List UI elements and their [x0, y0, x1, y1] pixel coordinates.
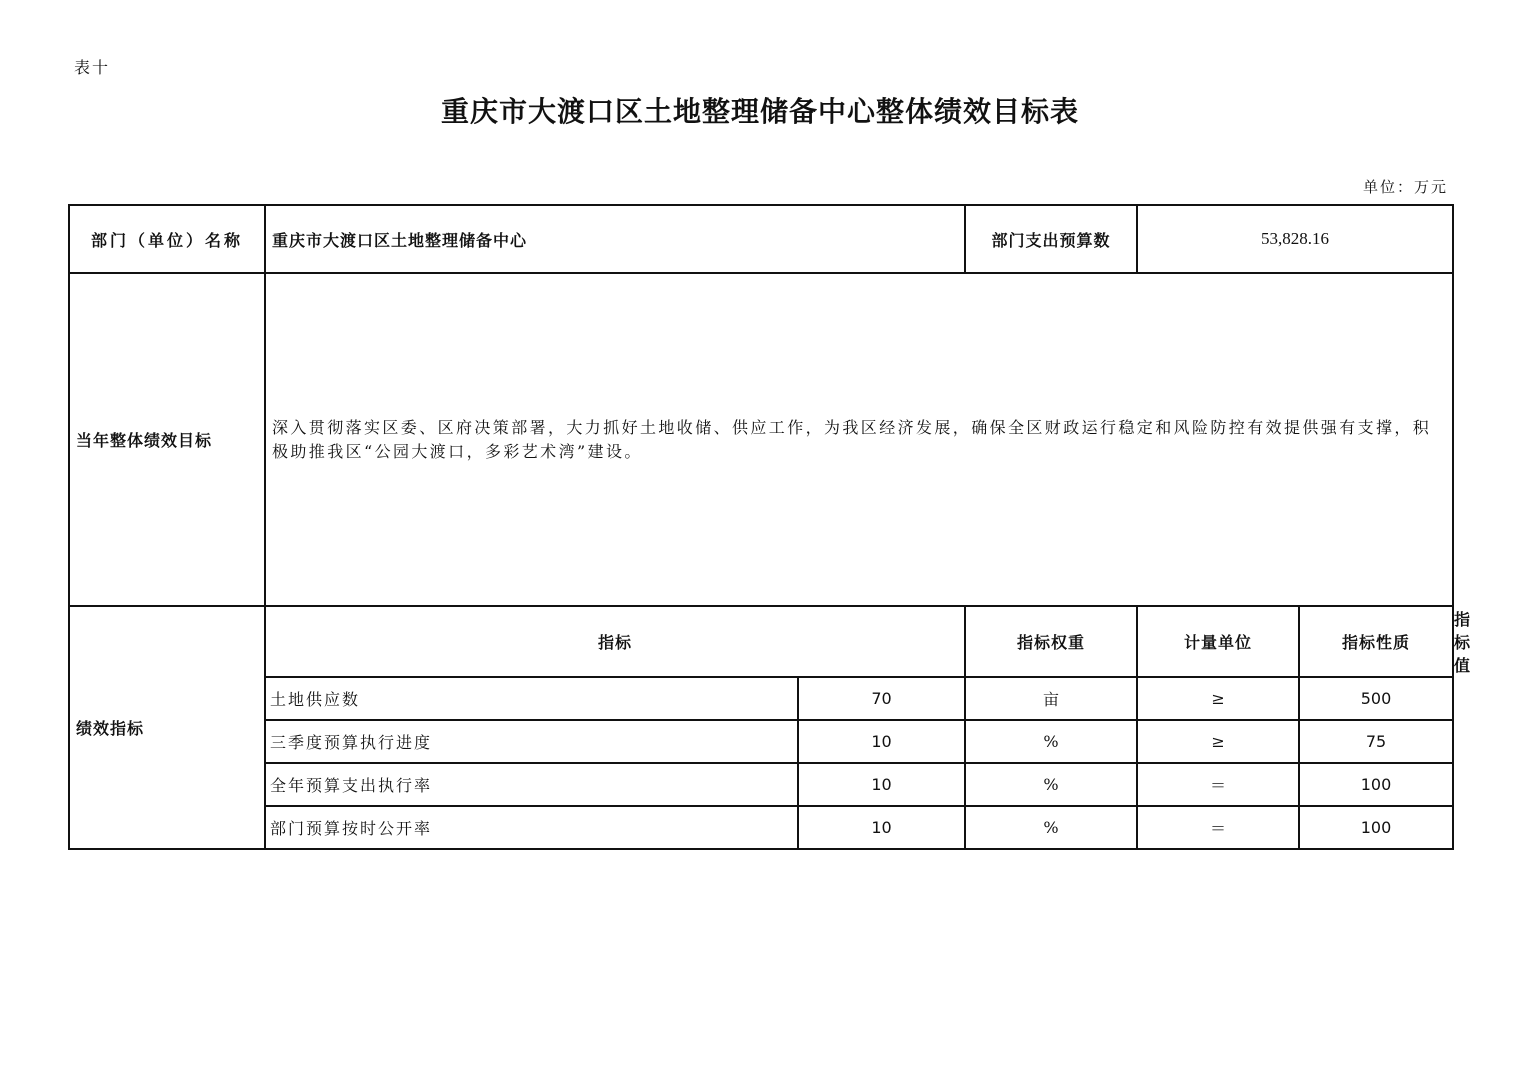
indicator-nature: ＝ — [1137, 763, 1299, 806]
indicator-nature: ＝ — [1137, 806, 1299, 849]
indicator-weight: 10 — [798, 763, 965, 806]
header-indicator: 指标 — [265, 606, 965, 677]
indicator-value: 500 — [1299, 677, 1453, 720]
indicator-unit: % — [965, 806, 1137, 849]
header-unit: 计量单位 — [1137, 606, 1299, 677]
indicator-value: 75 — [1299, 720, 1453, 763]
table-row — [69, 677, 1453, 720]
budget-value: 53,828.16 — [1137, 205, 1453, 273]
budget-label: 部门支出预算数 — [965, 205, 1137, 273]
indicator-value: 100 — [1299, 806, 1453, 849]
indicator-unit: % — [965, 720, 1137, 763]
indicator-nature: ≥ — [1137, 720, 1299, 763]
unit-note: 单位：万元 — [1362, 178, 1448, 196]
indicator-name: 三季度预算执行进度 — [265, 720, 798, 763]
indicator-header-row: 绩效指标 指标 指标权重 计量单位 指标性质 指标值 — [69, 606, 1453, 677]
annual-goal-text: 深入贯彻落实区委、区府决策部署，大力抓好土地收储、供应工作，为我区经济发展，确保全区财政运行稳定和风险防控有效提供强有支撑，积极助推我区“公园大渡口，多彩艺术湾”建设。 — [265, 273, 1453, 606]
indicator-name: 部门预算按时公开率 — [265, 806, 798, 849]
indicators-label: 绩效指标 — [69, 606, 265, 849]
header-nature: 指标性质 — [1299, 606, 1453, 677]
indicator-unit: % — [965, 763, 1137, 806]
indicator-unit: 亩 — [965, 677, 1137, 720]
document-title: 重庆市大渡口区土地整理储备中心整体绩效目标表 — [440, 95, 1079, 128]
dept-info-row — [69, 205, 1453, 273]
table-row — [69, 763, 1453, 806]
indicator-name: 土地供应数 — [265, 677, 798, 720]
performance-target-table — [68, 204, 1472, 850]
dept-name-label: 部门（单位）名称 — [69, 205, 265, 273]
indicator-weight: 10 — [798, 806, 965, 849]
annual-goal-row — [69, 273, 1453, 606]
indicator-name: 全年预算支出执行率 — [265, 763, 798, 806]
indicator-value: 100 — [1299, 763, 1453, 806]
table-row — [69, 720, 1453, 763]
indicator-weight: 70 — [798, 677, 965, 720]
annual-goal-label: 当年整体绩效目标 — [69, 273, 265, 606]
table-row — [69, 806, 1453, 849]
header-weight: 指标权重 — [965, 606, 1137, 677]
indicator-nature: ≥ — [1137, 677, 1299, 720]
indicator-weight: 10 — [798, 720, 965, 763]
dept-name-value: 重庆市大渡口区土地整理储备中心 — [265, 205, 965, 273]
table-number: 表十 — [74, 58, 111, 77]
